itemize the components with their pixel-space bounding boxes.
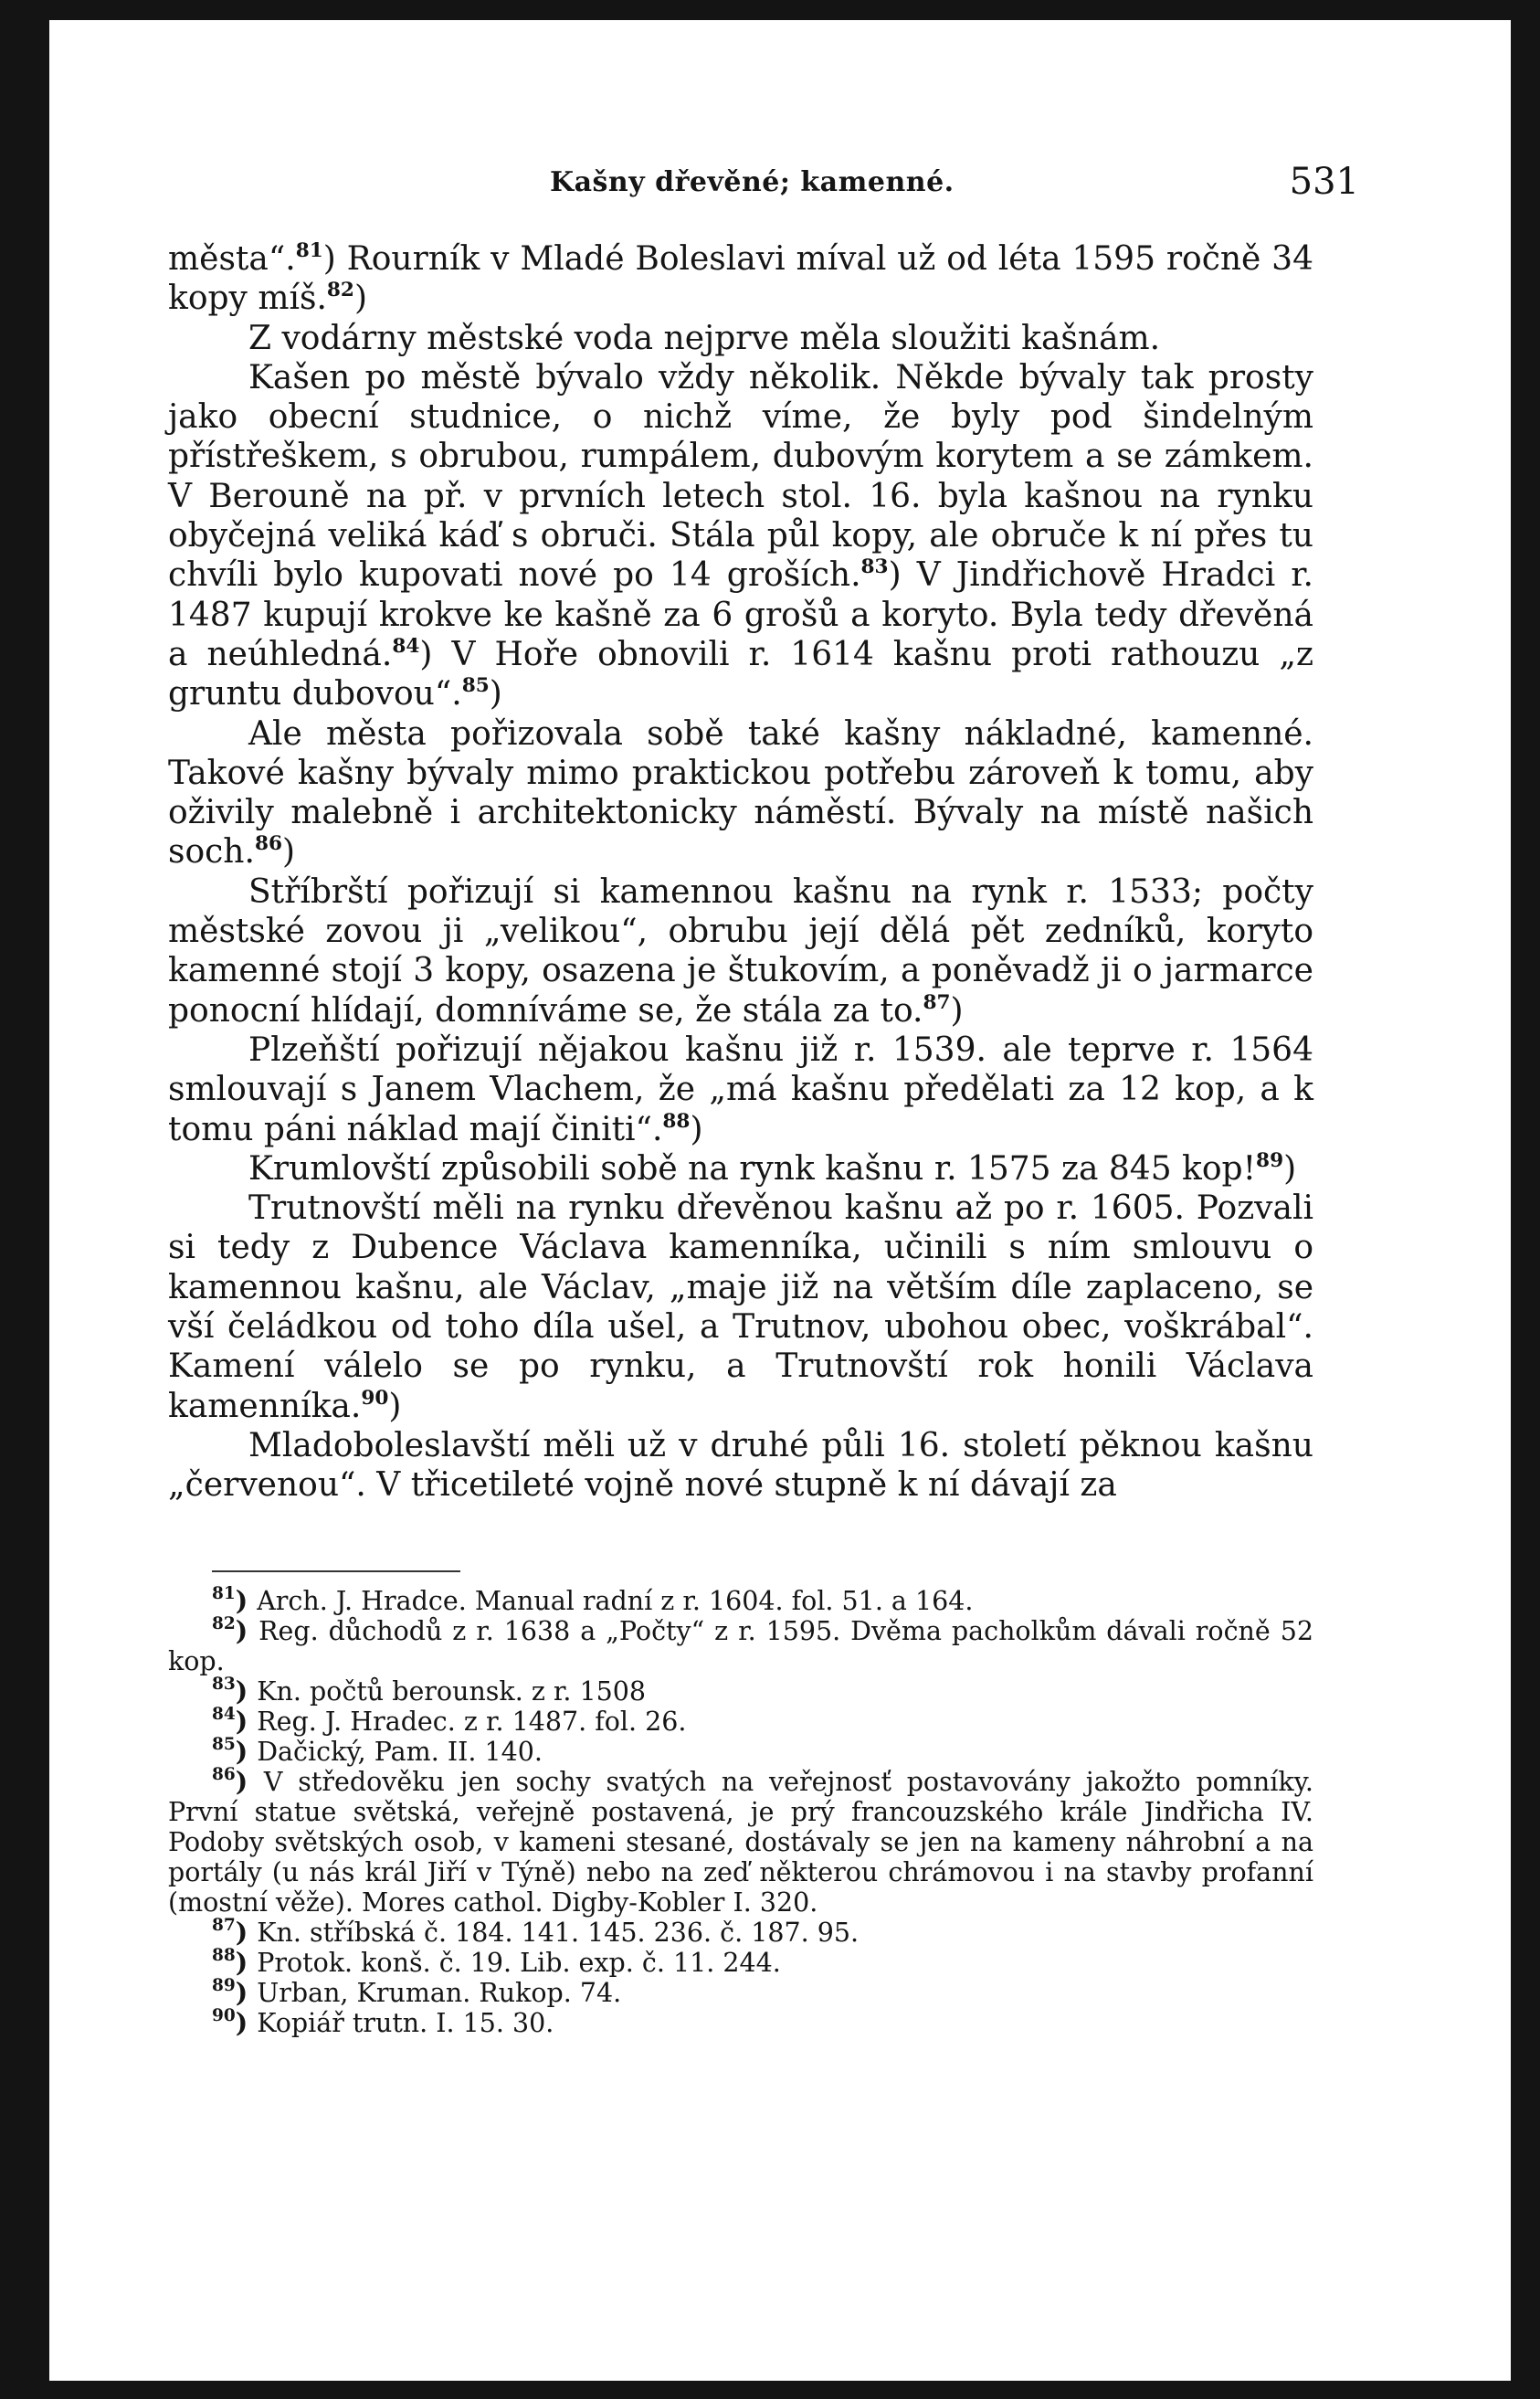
paragraph: [168, 239, 1313, 319]
footnote: [168, 2005, 1313, 2038]
footnote-separator: [212, 1570, 460, 1572]
text-run: Mladoboleslavští měli už v druhé půli 16. století pěknou kašnu „červenou“. V třicetileté vojně nové stupně k ní dávají za: [168, 1426, 1313, 1505]
paragraph: [168, 872, 1313, 1030]
text-run: Krumlovští způsobili sobě na rynk kašnu r. 1575 za 845 kop!: [248, 1149, 1257, 1188]
footnote-reference[interactable]: 87: [923, 990, 951, 1014]
text-run: ): [282, 833, 296, 872]
footnote-marker: $^{88}$): [212, 1945, 258, 1978]
paragraph: [168, 1189, 1313, 1426]
footnote-text: Urban, Kruman. Rukop. 74.: [257, 1978, 622, 2008]
paragraph: [168, 1149, 1313, 1189]
footnote: [168, 1613, 1313, 1676]
footnote-number: 88: [212, 1945, 236, 1965]
footnote-marker: $^{90}$): [212, 2005, 258, 2038]
footnote-marker: $^{85}$): [212, 1734, 258, 1767]
text-run: ): [950, 991, 964, 1030]
footnote-text: V středověku jen sochy svatých na veřejnosť postavovány jakožto pomníky. První statue světská, veřejně postavená, je prý francouzského krále Jindřicha IV. Podoby světských osob, v kameni stesané, dostávaly se jen na kameny náhrobní a na portály (u nás král Jiří v Týně) nebo na zeď některou chrámovou i na stavby profanní (mostní věže). Mores cathol. Digby-Kobler I. 320.: [168, 1767, 1313, 1918]
footnote-number: 86: [212, 1764, 236, 1784]
text-run: ): [1283, 1149, 1297, 1188]
footnote: [168, 1734, 1313, 1767]
footnote-reference[interactable]: 84: [392, 634, 420, 658]
footnote-text: Protok. konš. č. 19. Lib. exp. č. 11. 244.: [257, 1948, 781, 1978]
text-run: ) V Hoře obnovili r. 1614 kašnu proti rathouzu „z gruntu dubovou“.: [168, 635, 1313, 713]
footnote-reference[interactable]: 90: [361, 1386, 389, 1410]
footnote-number: 90: [212, 2005, 236, 2025]
text-run: Plzeňští pořizují nějakou kašnu již r. 1539. ale teprve r. 1564 smlouvají s Janem Vlachem, že „má kašnu předělati za 12 kop, a k tomu páni náklad mají činiti“.: [168, 1030, 1313, 1148]
book-page: [49, 20, 1511, 2381]
footnote-marker: $^{82}$): [212, 1613, 259, 1646]
footnote: [168, 1945, 1313, 1978]
footnote: [168, 1915, 1313, 1948]
footnote-marker: $^{89}$): [212, 1975, 258, 2008]
footnote-marker: $^{87}$): [212, 1915, 258, 1948]
footnote-number: 83: [212, 1674, 236, 1694]
footnote-reference[interactable]: 86: [254, 832, 283, 856]
footnote-reference[interactable]: 82: [326, 279, 354, 302]
footnote: [168, 1704, 1313, 1737]
text-run: Kašen po městě bývalo vždy několik. Někde bývaly tak prosty jako obecní studnice, o nichž víme, že byly pod šindelným přístřeškem, s obrubou, rumpálem, dubovým korytem a se zámkem. V Berouně na př. v prvních letech stol. 16. byla kašnou na rynku obyčejná veliká káď s obruči. Stála půl kopy, ale obruče k ní přes tu chvíli bylo kupovati nové po 14 groších.: [168, 358, 1313, 595]
text-run: ): [690, 1110, 703, 1148]
footnote-marker: $^{84}$): [212, 1704, 258, 1737]
footnote-reference[interactable]: 83: [860, 555, 889, 579]
footnote-number: 81: [212, 1583, 236, 1603]
running-title: Kašny dřevěné; kamenné.: [550, 166, 955, 198]
footnote-text: Kn. stříbská č. 184. 141. 145. 236. č. 187. 95.: [257, 1918, 860, 1948]
text-run: Ale města pořizovala sobě také kašny nákladné, kamenné. Takové kašny bývaly mimo praktickou potřebu zároveň k tomu, aby oživily malebně i architektonicky náměstí. Bývaly na místě našich soch.: [168, 714, 1313, 872]
paragraph: [168, 358, 1313, 714]
footnote: [168, 1676, 1313, 1707]
text-run: ): [353, 280, 367, 318]
footnote: [168, 1975, 1313, 2008]
footnote-marker: $^{86}$): [212, 1764, 264, 1797]
footnote: [168, 1583, 1313, 1616]
main-text: [168, 239, 1313, 1506]
text-run: ): [388, 1387, 402, 1425]
footnote-number: 82: [212, 1613, 236, 1633]
text-run: ) Rourník v Mladé Boleslavi míval už od léta 1595 ročně 34 kopy míš.: [168, 240, 1313, 318]
footnote-reference[interactable]: 81: [295, 238, 323, 262]
paragraph: [168, 1030, 1313, 1149]
footnote-number: 89: [212, 1975, 236, 1995]
footnote-text: Reg. J. Hradec. z r. 1487. fol. 26.: [257, 1707, 687, 1737]
text-run: Trutnovští měli na rynku dřevěnou kašnu až po r. 1605. Pozvali si tedy z Dubence Václava kamenníka, učinili s ním smlouvu o kamennou kašnu, ale Václav, „maje již na větším díle zaplaceno, se vší čeládkou od toho díla ušel, a Trutnov, ubohou obec, voškrábal“. Kamení válelo se po rynku, a Trutnovští rok honili Václava kamenníka.: [168, 1189, 1313, 1425]
text-run: ) V Jindřichově Hradci r. 1487 kupují krokve ke kašně za 6 grošů a koryto. Byla tedy dřevěná a neúhledná.: [168, 556, 1313, 673]
page-header: [49, 155, 1511, 210]
text-run: Z vodárny městské voda nejprve měla sloužiti kašnám.: [248, 319, 1161, 357]
paragraph: [168, 319, 1313, 358]
footnote-number: 85: [212, 1734, 236, 1754]
text-run: ): [489, 675, 502, 713]
text-run: Stříbrští pořizují si kamennou kašnu na rynk r. 1533; počty městské zovou ji „velikou“, obrubu její dělá pět zedníků, koryto kamenné stojí 3 kopy, osazena je štukovím, a poněvadž ji o jarmarce ponocní hlídají, domníváme se, že stála za to.: [168, 872, 1313, 1030]
paragraph: [168, 714, 1313, 872]
footnote-marker: $^{83}$): [212, 1674, 258, 1707]
footnote-reference[interactable]: 89: [1256, 1148, 1284, 1172]
footnote-text: Arch. J. Hradce. Manual radní z r. 1604. fol. 51. a 164.: [257, 1586, 974, 1616]
footnote-reference[interactable]: 88: [662, 1109, 691, 1133]
page-number: 531: [1289, 161, 1359, 203]
footnotes: [168, 1583, 1313, 2038]
footnote-text: Dačický, Pam. II. 140.: [257, 1737, 543, 1767]
footnote-text: Reg. důchodů z r. 1638 a „Počty“ z r. 1595. Dvěma pacholkům dávali ročně 52 kop.: [168, 1616, 1313, 1676]
footnote: [168, 1764, 1313, 1918]
footnote-text: Kn. počtů berounsk. z r. 1508: [257, 1676, 647, 1707]
footnote-number: 84: [212, 1704, 236, 1724]
footnote-marker: $^{81}$): [212, 1583, 258, 1616]
footnote-number: 87: [212, 1915, 236, 1935]
footnote-reference[interactable]: 85: [461, 674, 490, 698]
footnote-text: Kopiář trutn. I. 15. 30.: [257, 2008, 554, 2038]
paragraph: [168, 1426, 1313, 1506]
text-run: města“.: [168, 240, 296, 278]
